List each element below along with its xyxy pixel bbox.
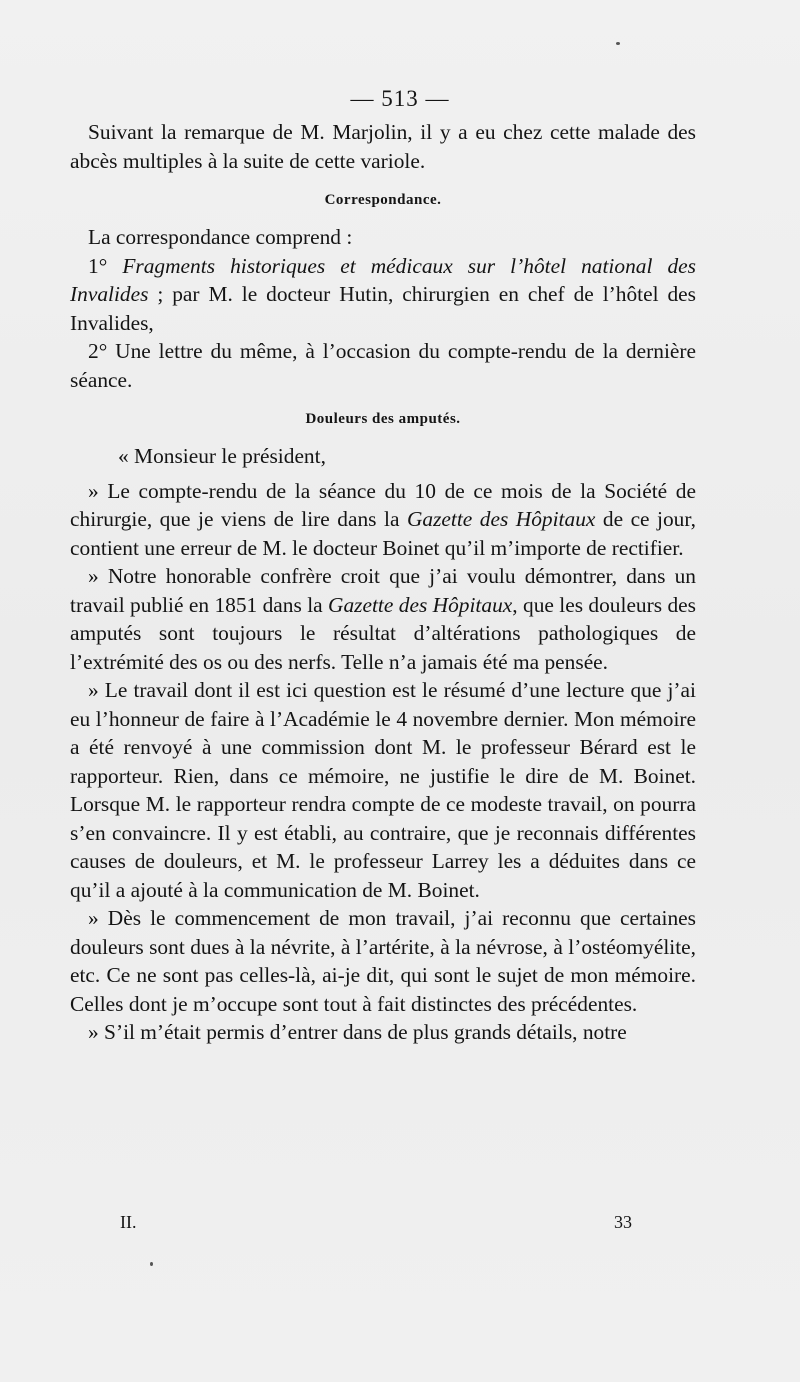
- ink-speck: [616, 42, 620, 45]
- paragraph-variole: Suivant la remarque de M. Marjolin, il y a eu chez cette malade des abcès multiples à la suite de cette variole.: [70, 120, 696, 173]
- ink-speck: [150, 1262, 153, 1266]
- paragraph-correspondance-intro: La correspondance comprend :: [88, 225, 353, 249]
- letter-salutation: « Monsieur le président,: [118, 444, 326, 468]
- journal-title: Gazette des Hôpitaux: [406, 507, 596, 531]
- item-title: Fragments historiques et médicaux sur l’hôtel national des Invalides: [70, 253, 696, 306]
- journal-title: Gazette des Hôpitaux: [328, 592, 513, 617]
- item-text: ; par M. le docteur Hutin, chirurgien en chef de l’hôtel des Invalides,: [70, 282, 696, 335]
- section-title-douleurs: Douleurs des amputés.: [305, 411, 461, 427]
- page-footer: [120, 1212, 632, 1233]
- signature-mark: 33: [614, 1212, 632, 1232]
- correspondance-item-2: 2° Une lettre du même, à l’occasion du compte-rendu de la dernière séance.: [70, 339, 696, 392]
- correspondance-item-1: [70, 252, 696, 338]
- section-title-correspondance: Correspondance.: [324, 192, 442, 208]
- item-number: 1°: [88, 253, 108, 278]
- letter-paragraph-4: » Dès le commencement de mon travail, j’ai reconnu que certaines douleurs sont dues à la névrite, à l’artérite, à la névrose, à l’ostéomyélite, etc. Ce ne sont pas celles-là, ai-je dit, qui sont le sujet de mon mémoire. Celles dont je m’occupe sont tout à fait distinctes des précédentes.: [70, 906, 696, 1016]
- letter-paragraph-3: » Le travail dont il est ici question est le résumé d’une lecture que j’ai eu l’honneur de faire à l’Académie le 4 novembre dernier. Mon mémoire a été renvoyé à une commission dont M. le professeur Bérard est le rapporteur. Rien, dans ce mémoire, ne justifie le dire de M. Boinet. Lorsque M. le rapporteur rendra compte de ce modeste travail, on pourra s’en convaincre. Il y est établi, au contraire, que je reconnais différentes causes de douleurs, et M. le professeur Larrey les a déduites dans ce qu’il a ajouté à la communication de M. Boinet.: [70, 678, 696, 902]
- page-number: — 513 —: [350, 86, 450, 111]
- volume-mark: II.: [120, 1212, 137, 1232]
- letter-paragraph-5: » S’il m’était permis d’entrer dans de plus grands détails, notre: [88, 1020, 627, 1044]
- letter-paragraph-1: » Le compte-rendu de la séance du 10 de ce mois de la Société de chirurgie, que je viens de lire dans la Gazette des Hôpitaux de ce jour, contient une erreur de M. le docteur Boinet qu’il m’importe de rectifier.: [70, 478, 696, 560]
- body-text: [70, 118, 696, 1047]
- letter-paragraph-2: » Notre honorable confrère croit que j’ai voulu démontrer, dans un travail publié en 1851 dans la Gazette des Hôpitaux, que les douleurs des amputés sont toujours le résultat d’altérations pathologiques de l’extrémité des os ou des nerfs. Telle n’a jamais été ma pensée.: [70, 564, 696, 674]
